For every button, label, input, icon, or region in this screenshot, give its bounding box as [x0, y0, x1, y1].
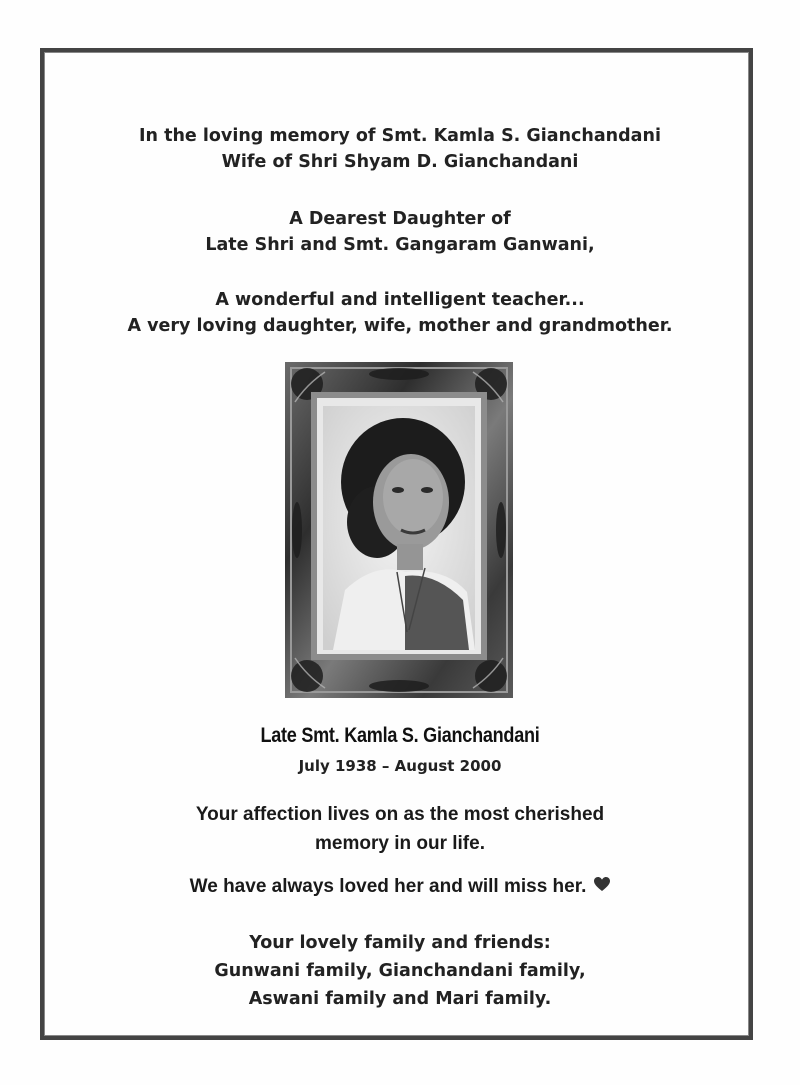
- family-line-1: Your lovely family and friends:: [249, 933, 551, 953]
- daughter-section: [0, 206, 800, 258]
- deceased-name: Late Smt. Kamla S. Gianchandani: [260, 724, 540, 747]
- family-line-3: Aswani family and Mari family.: [248, 989, 552, 1009]
- teacher-section: [0, 287, 800, 339]
- teacher-line-1: A wonderful and intelligent teacher...: [215, 290, 585, 310]
- portrait-photo-frame: [285, 362, 513, 698]
- teacher-line-2: A very loving daughter, wife, mother and grandmother.: [127, 316, 673, 336]
- loved-text: We have always loved her and will miss her.: [189, 876, 587, 898]
- family-section: [0, 929, 800, 1013]
- intro-line-1: In the loving memory of Smt. Kamla S. Gianchandani: [139, 126, 661, 146]
- intro-line-2: Wife of Shri Shyam D. Gianchandani: [221, 152, 579, 172]
- heart-icon: [594, 876, 610, 898]
- affection-message: [0, 800, 800, 858]
- daughter-line-2: Late Shri and Smt. Gangaram Ganwani,: [205, 235, 595, 255]
- family-line-2: Gunwani family, Gianchandani family,: [214, 961, 586, 981]
- intro-section: [0, 123, 800, 175]
- daughter-line-1: A Dearest Daughter of: [289, 209, 511, 229]
- loved-message: [0, 876, 800, 898]
- life-dates: July 1938 – August 2000: [298, 757, 502, 775]
- affection-line-2: memory in our life.: [315, 833, 485, 854]
- affection-line-1: Your affection lives on as the most cherished: [195, 804, 605, 825]
